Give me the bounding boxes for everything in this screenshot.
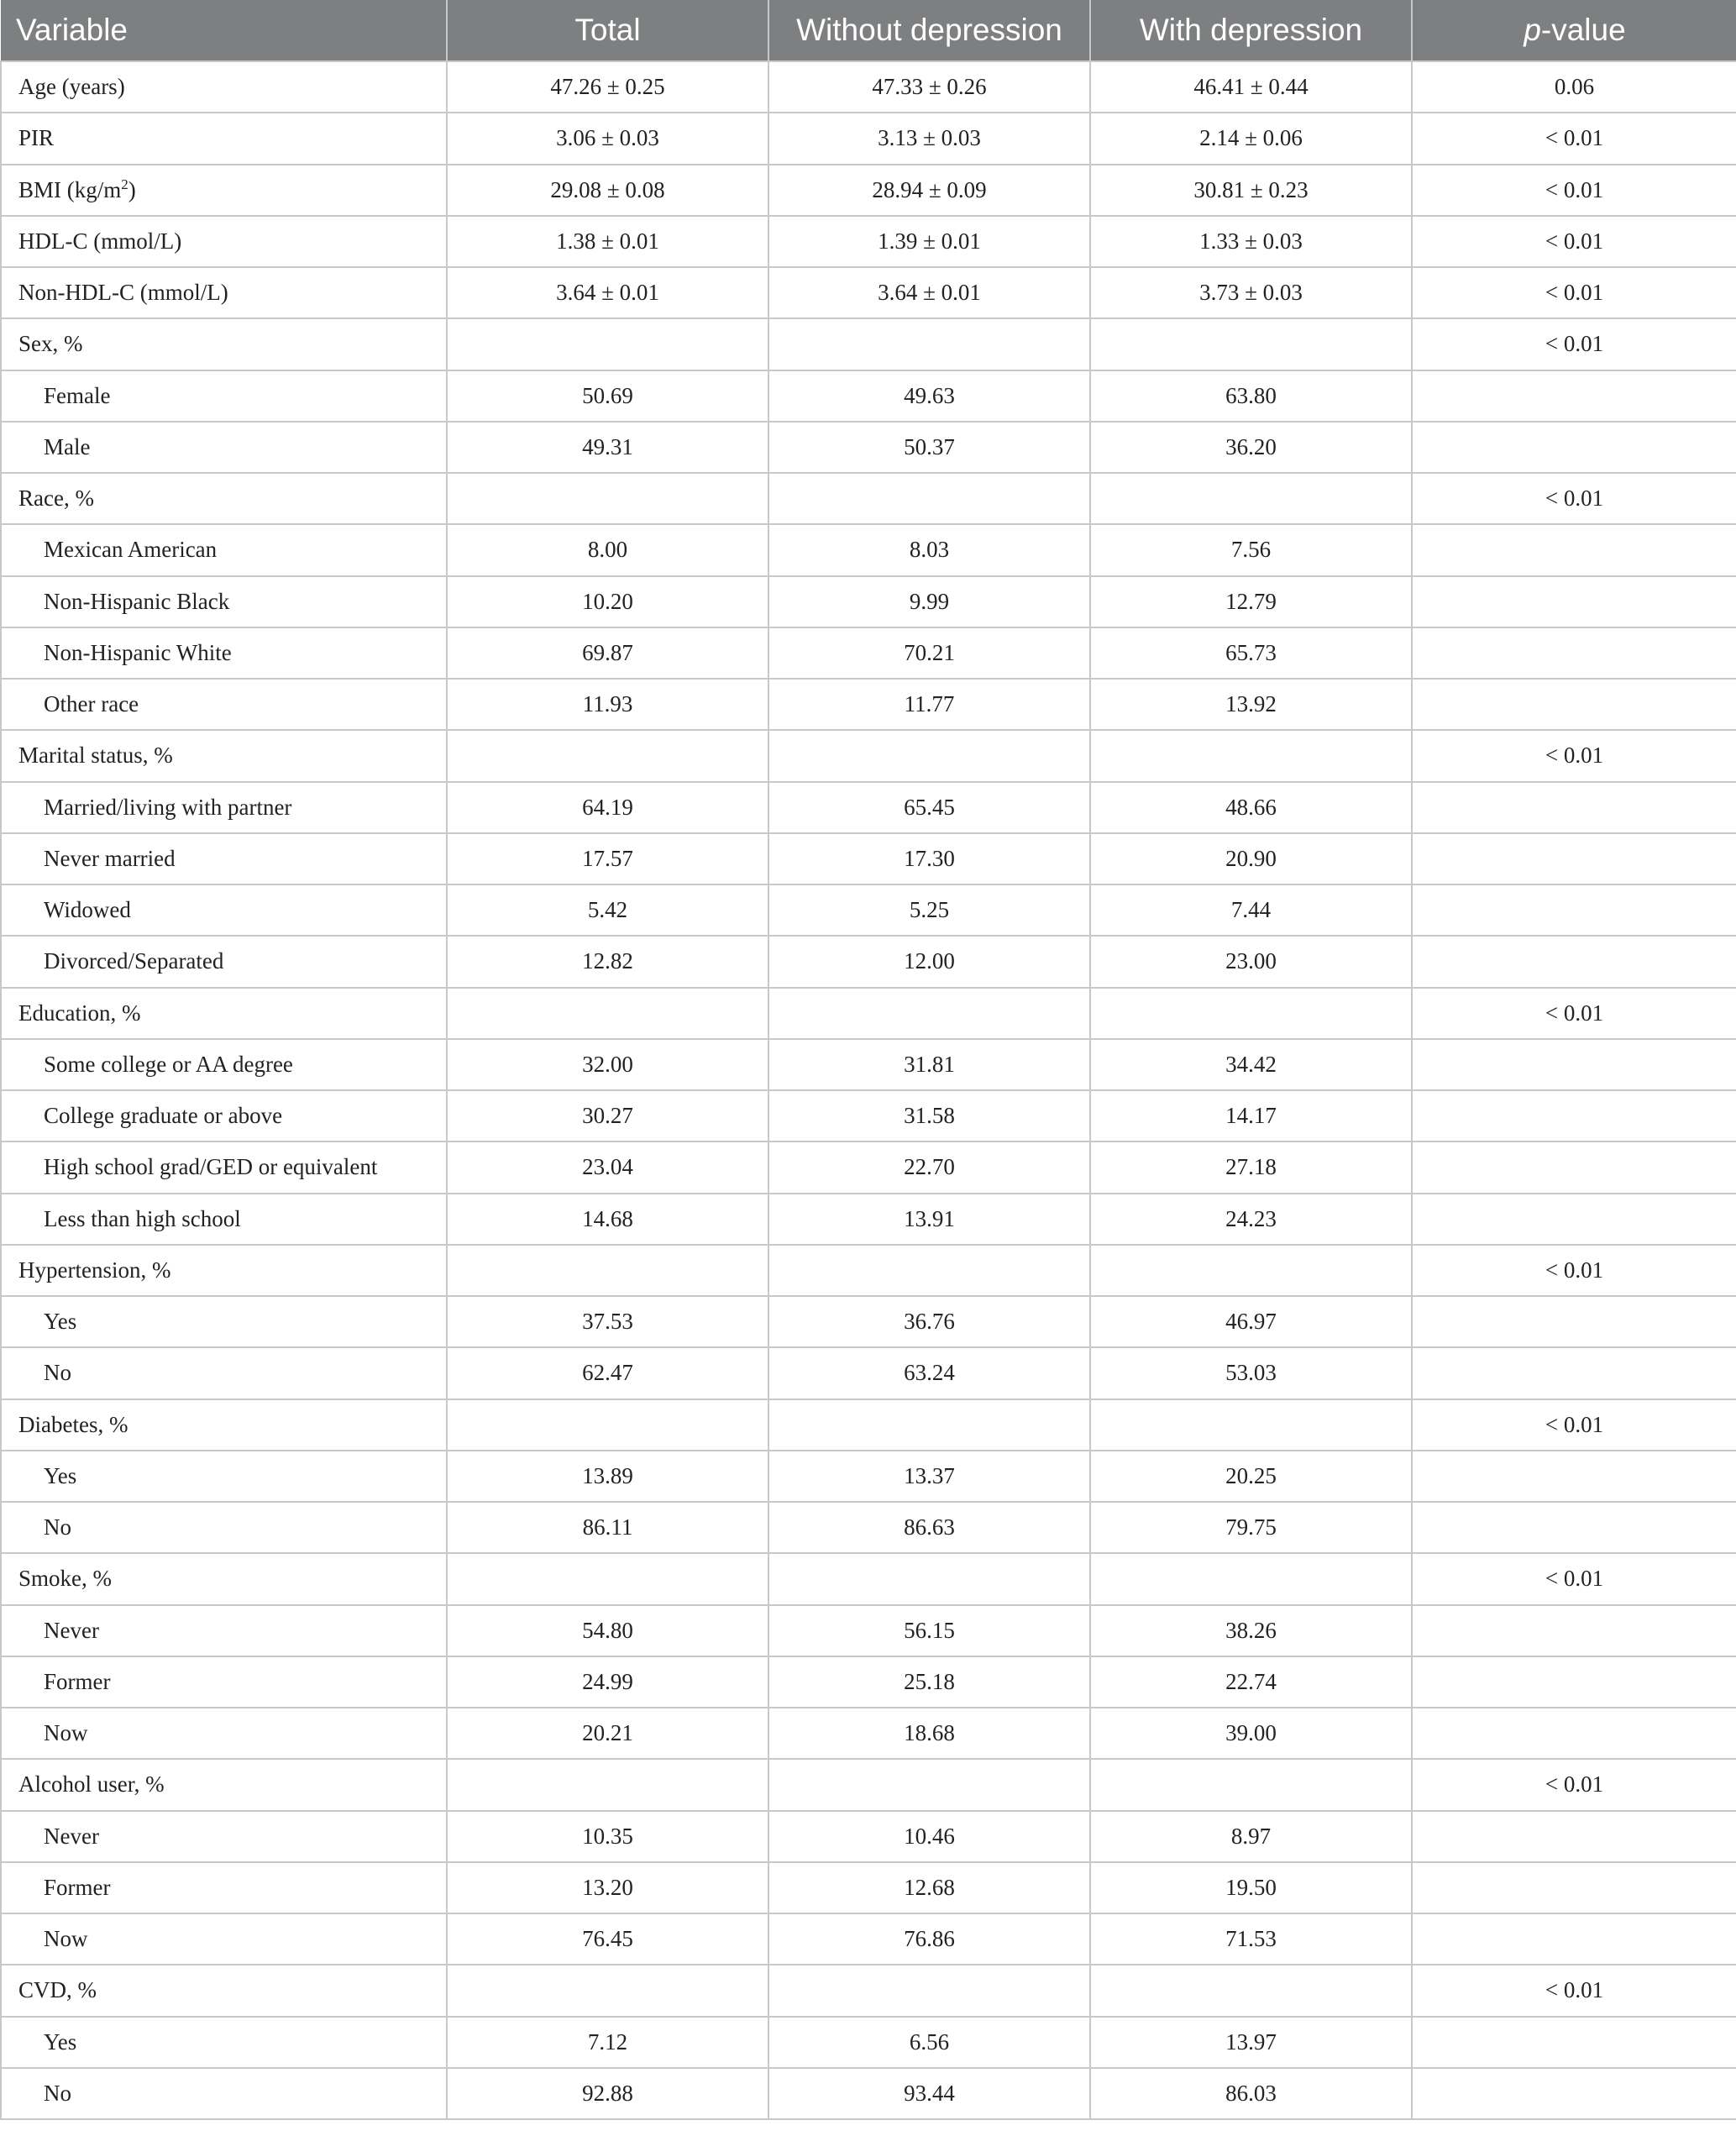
table-row: [1, 1811, 1736, 1862]
variable-cell: [1, 2068, 447, 2119]
variable-label: Mexican American: [44, 537, 218, 563]
variable-label: Never: [44, 1823, 99, 1849]
without-depression-cell: 9.99: [768, 576, 1090, 627]
p-value-cell: [1412, 1502, 1736, 1553]
without-depression-cell: 63.24: [768, 1347, 1090, 1399]
without-depression-cell: [768, 988, 1090, 1039]
total-cell: 10.20: [447, 576, 768, 627]
with-depression-cell: 12.79: [1090, 576, 1412, 627]
table-row: [1, 113, 1736, 164]
with-depression-cell: 13.97: [1090, 2017, 1412, 2068]
variable-label: Smoke, %: [18, 1566, 112, 1592]
variable-cell: [1, 1296, 447, 1347]
with-depression-cell: 20.90: [1090, 833, 1412, 884]
total-cell: [447, 1965, 768, 2016]
without-depression-cell: 31.58: [768, 1090, 1090, 1141]
variable-cell: [1, 267, 447, 318]
variable-cell: [1, 1759, 447, 1810]
p-value-cell: [1412, 370, 1736, 422]
table-row: [1, 1296, 1736, 1347]
without-depression-cell: 47.33 ± 0.26: [768, 61, 1090, 113]
variable-cell: [1, 1245, 447, 1296]
table-row: [1, 679, 1736, 730]
variable-label: PIR: [18, 125, 55, 151]
p-value-cell: [1412, 1296, 1736, 1347]
variable-cell: [1, 988, 447, 1039]
variable-cell: [1, 422, 447, 473]
variable-cell: [1, 1913, 447, 1965]
variable-cell: [1, 782, 447, 833]
table-row: [1, 2068, 1736, 2119]
variable-label: Yes: [44, 1309, 77, 1335]
with-depression-cell: 7.44: [1090, 884, 1412, 936]
without-depression-cell: 56.15: [768, 1605, 1090, 1656]
variable-label: Divorced/Separated: [44, 948, 224, 974]
without-depression-cell: 76.86: [768, 1913, 1090, 1965]
with-depression-cell: 20.25: [1090, 1451, 1412, 1502]
without-depression-cell: 5.25: [768, 884, 1090, 936]
table-row: [1, 61, 1736, 113]
table-row: [1, 267, 1736, 318]
without-depression-cell: 93.44: [768, 2068, 1090, 2119]
with-depression-cell: 8.97: [1090, 1811, 1412, 1862]
table-row: [1, 1605, 1736, 1656]
without-depression-cell: [768, 730, 1090, 781]
variable-label: Non-Hispanic White: [44, 639, 232, 665]
p-value-cell: [1412, 1194, 1736, 1245]
total-cell: 54.80: [447, 1605, 768, 1656]
table-row: [1, 627, 1736, 679]
with-depression-cell: [1090, 988, 1412, 1039]
with-depression-cell: 14.17: [1090, 1090, 1412, 1141]
table-row: [1, 1862, 1736, 1913]
p-value-cell: [1412, 833, 1736, 884]
total-cell: 49.31: [447, 422, 768, 473]
variable-label: Former: [44, 1874, 111, 1900]
header-with-depression: With depression: [1090, 0, 1412, 61]
total-cell: 1.38 ± 0.01: [447, 216, 768, 267]
without-depression-cell: 18.68: [768, 1708, 1090, 1759]
variable-label: Non-Hispanic Black: [44, 588, 230, 614]
p-value-cell: < 0.01: [1412, 730, 1736, 781]
variable-label: Former: [44, 1668, 111, 1694]
without-depression-cell: [768, 1965, 1090, 2016]
variable-label-end: ): [128, 176, 136, 202]
with-depression-cell: 46.41 ± 0.44: [1090, 61, 1412, 113]
variable-label: No: [44, 1514, 71, 1540]
variable-cell: [1, 936, 447, 987]
variable-label: Never: [44, 1617, 99, 1643]
without-depression-cell: [768, 318, 1090, 370]
p-value-cell: [1412, 2068, 1736, 2119]
with-depression-cell: 2.14 ± 0.06: [1090, 113, 1412, 164]
variable-label: Non-HDL-C (mmol/L): [18, 280, 228, 306]
total-cell: 47.26 ± 0.25: [447, 61, 768, 113]
p-value-cell: < 0.01: [1412, 1399, 1736, 1451]
variable-label: Female: [44, 382, 111, 408]
table-row: [1, 1502, 1736, 1553]
p-value-cell: [1412, 1451, 1736, 1502]
p-value-cell: < 0.01: [1412, 1245, 1736, 1296]
without-depression-cell: 31.81: [768, 1039, 1090, 1090]
table-row: [1, 318, 1736, 370]
variable-label: Never married: [44, 845, 176, 871]
p-value-cell: [1412, 936, 1736, 987]
p-value-cell: [1412, 1862, 1736, 1913]
total-cell: 10.35: [447, 1811, 768, 1862]
p-value-cell: [1412, 2017, 1736, 2068]
variable-label: Some college or AA degree: [44, 1051, 293, 1077]
variable-label: Education, %: [18, 1000, 141, 1026]
variable-cell: [1, 627, 447, 679]
variable-cell: [1, 318, 447, 370]
total-cell: 86.11: [447, 1502, 768, 1553]
without-depression-cell: 12.00: [768, 936, 1090, 987]
variable-cell: [1, 370, 447, 422]
variable-label: Now: [44, 1720, 88, 1746]
without-depression-cell: [768, 473, 1090, 524]
with-depression-cell: 22.74: [1090, 1656, 1412, 1708]
without-depression-cell: 11.77: [768, 679, 1090, 730]
table-row: [1, 1039, 1736, 1090]
with-depression-cell: 86.03: [1090, 2068, 1412, 2119]
total-cell: 37.53: [447, 1296, 768, 1347]
table-row: [1, 1245, 1736, 1296]
table-row: [1, 1656, 1736, 1708]
variable-label: Race, %: [18, 485, 94, 512]
total-cell: [447, 318, 768, 370]
p-value-cell: [1412, 1811, 1736, 1862]
total-cell: 23.04: [447, 1141, 768, 1193]
without-depression-cell: 22.70: [768, 1141, 1090, 1193]
p-value-cell: < 0.01: [1412, 1965, 1736, 2016]
without-depression-cell: 65.45: [768, 782, 1090, 833]
variable-cell: [1, 524, 447, 575]
without-depression-cell: [768, 1245, 1090, 1296]
with-depression-cell: [1090, 1399, 1412, 1451]
p-value-cell: [1412, 627, 1736, 679]
variable-label: Yes: [44, 1462, 77, 1488]
with-depression-cell: [1090, 1553, 1412, 1604]
variable-label: High school grad/GED or equivalent: [44, 1154, 378, 1180]
p-value-cell: [1412, 884, 1736, 936]
total-cell: 62.47: [447, 1347, 768, 1399]
with-depression-cell: [1090, 1759, 1412, 1810]
variable-label-superscript: 2: [121, 176, 128, 192]
header-p-value: [1412, 0, 1736, 61]
variable-cell: [1, 1451, 447, 1502]
total-cell: 32.00: [447, 1039, 768, 1090]
table-row: [1, 1090, 1736, 1141]
variable-cell: [1, 1347, 447, 1399]
with-depression-cell: 13.92: [1090, 679, 1412, 730]
table-row: [1, 524, 1736, 575]
with-depression-cell: 71.53: [1090, 1913, 1412, 1965]
variable-cell: [1, 2017, 447, 2068]
p-value-cell: < 0.01: [1412, 473, 1736, 524]
table-header: [1, 0, 1736, 61]
variable-label: CVD, %: [18, 1977, 97, 2003]
header-p-italic: p: [1524, 13, 1541, 47]
table-row: [1, 422, 1736, 473]
table-row: [1, 782, 1736, 833]
table-body: [1, 61, 1736, 2119]
table-row: [1, 1759, 1736, 1810]
p-value-cell: < 0.01: [1412, 267, 1736, 318]
with-depression-cell: 7.56: [1090, 524, 1412, 575]
variable-cell: [1, 165, 447, 216]
table-row: [1, 165, 1736, 216]
with-depression-cell: 3.73 ± 0.03: [1090, 267, 1412, 318]
total-cell: 5.42: [447, 884, 768, 936]
total-cell: 24.99: [447, 1656, 768, 1708]
header-row: [1, 0, 1736, 61]
variable-cell: [1, 1553, 447, 1604]
with-depression-cell: [1090, 1245, 1412, 1296]
table-row: [1, 1913, 1736, 1965]
variable-label: Male: [44, 433, 91, 459]
without-depression-cell: [768, 1553, 1090, 1604]
p-value-cell: < 0.01: [1412, 988, 1736, 1039]
p-value-cell: [1412, 524, 1736, 575]
variable-cell: [1, 113, 447, 164]
header-variable: Variable: [1, 0, 447, 61]
p-value-cell: < 0.01: [1412, 113, 1736, 164]
variable-label: College graduate or above: [44, 1103, 283, 1129]
variable-label: Hypertension, %: [18, 1257, 171, 1283]
with-depression-cell: 30.81 ± 0.23: [1090, 165, 1412, 216]
total-cell: 3.64 ± 0.01: [447, 267, 768, 318]
table-row: [1, 1347, 1736, 1399]
total-cell: 11.93: [447, 679, 768, 730]
without-depression-cell: 25.18: [768, 1656, 1090, 1708]
variable-label: No: [44, 1360, 71, 1386]
variable-cell: [1, 1965, 447, 2016]
total-cell: 3.06 ± 0.03: [447, 113, 768, 164]
variable-label: Marital status, %: [18, 743, 173, 769]
variable-label: No: [44, 2080, 71, 2106]
variable-cell: [1, 473, 447, 524]
header-without-depression: Without depression: [768, 0, 1090, 61]
without-depression-cell: 13.37: [768, 1451, 1090, 1502]
table-row: [1, 1553, 1736, 1604]
variable-label: Other race: [44, 691, 139, 717]
without-depression-cell: 8.03: [768, 524, 1090, 575]
variable-cell: [1, 576, 447, 627]
without-depression-cell: 3.64 ± 0.01: [768, 267, 1090, 318]
variable-cell: [1, 1399, 447, 1451]
total-cell: 8.00: [447, 524, 768, 575]
p-value-cell: [1412, 1347, 1736, 1399]
total-cell: 69.87: [447, 627, 768, 679]
table-row: [1, 730, 1736, 781]
header-p-suffix: -value: [1540, 13, 1626, 47]
without-depression-cell: 1.39 ± 0.01: [768, 216, 1090, 267]
with-depression-cell: 27.18: [1090, 1141, 1412, 1193]
table-row: [1, 1451, 1736, 1502]
without-depression-cell: 28.94 ± 0.09: [768, 165, 1090, 216]
with-depression-cell: 39.00: [1090, 1708, 1412, 1759]
p-value-cell: [1412, 1913, 1736, 1965]
with-depression-cell: 1.33 ± 0.03: [1090, 216, 1412, 267]
without-depression-cell: 13.91: [768, 1194, 1090, 1245]
variable-label: Married/living with partner: [44, 794, 292, 820]
total-cell: [447, 473, 768, 524]
with-depression-cell: 65.73: [1090, 627, 1412, 679]
variable-label: Now: [44, 1926, 88, 1952]
table-row: [1, 576, 1736, 627]
total-cell: 13.20: [447, 1862, 768, 1913]
total-cell: 29.08 ± 0.08: [447, 165, 768, 216]
with-depression-cell: 34.42: [1090, 1039, 1412, 1090]
total-cell: 13.89: [447, 1451, 768, 1502]
total-cell: 30.27: [447, 1090, 768, 1141]
total-cell: 17.57: [447, 833, 768, 884]
with-depression-cell: 23.00: [1090, 936, 1412, 987]
variable-label: BMI (kg/m: [18, 176, 122, 202]
with-depression-cell: 38.26: [1090, 1605, 1412, 1656]
without-depression-cell: 6.56: [768, 2017, 1090, 2068]
total-cell: 12.82: [447, 936, 768, 987]
without-depression-cell: [768, 1759, 1090, 1810]
variable-label: Diabetes, %: [18, 1411, 128, 1437]
table-row: [1, 1141, 1736, 1193]
variable-label: Sex, %: [18, 331, 83, 357]
variable-label: Age (years): [18, 74, 125, 100]
with-depression-cell: 79.75: [1090, 1502, 1412, 1553]
without-depression-cell: 17.30: [768, 833, 1090, 884]
table-row: [1, 1194, 1736, 1245]
total-cell: 20.21: [447, 1708, 768, 1759]
table-row: [1, 1708, 1736, 1759]
table-row: [1, 833, 1736, 884]
p-value-cell: [1412, 1141, 1736, 1193]
total-cell: [447, 1245, 768, 1296]
table-row: [1, 884, 1736, 936]
variable-cell: [1, 1194, 447, 1245]
p-value-cell: [1412, 1605, 1736, 1656]
table-row: [1, 1399, 1736, 1451]
variable-cell: [1, 1708, 447, 1759]
variable-label: Alcohol user, %: [18, 1771, 165, 1797]
variable-cell: [1, 1862, 447, 1913]
p-value-cell: [1412, 576, 1736, 627]
with-depression-cell: [1090, 318, 1412, 370]
total-cell: 76.45: [447, 1913, 768, 1965]
total-cell: 14.68: [447, 1194, 768, 1245]
without-depression-cell: 49.63: [768, 370, 1090, 422]
variable-cell: [1, 884, 447, 936]
without-depression-cell: 3.13 ± 0.03: [768, 113, 1090, 164]
variable-label: Widowed: [44, 897, 131, 923]
with-depression-cell: 48.66: [1090, 782, 1412, 833]
variable-cell: [1, 679, 447, 730]
variable-cell: [1, 1656, 447, 1708]
p-value-cell: < 0.01: [1412, 165, 1736, 216]
p-value-cell: < 0.01: [1412, 216, 1736, 267]
p-value-cell: < 0.01: [1412, 318, 1736, 370]
table-row: [1, 988, 1736, 1039]
with-depression-cell: 46.97: [1090, 1296, 1412, 1347]
with-depression-cell: 19.50: [1090, 1862, 1412, 1913]
table-row: [1, 473, 1736, 524]
p-value-cell: [1412, 422, 1736, 473]
variable-cell: [1, 1141, 447, 1193]
without-depression-cell: 10.46: [768, 1811, 1090, 1862]
p-value-cell: [1412, 782, 1736, 833]
without-depression-cell: 70.21: [768, 627, 1090, 679]
with-depression-cell: [1090, 473, 1412, 524]
without-depression-cell: [768, 1399, 1090, 1451]
p-value-cell: [1412, 1039, 1736, 1090]
total-cell: 64.19: [447, 782, 768, 833]
variable-cell: [1, 1605, 447, 1656]
p-value-cell: < 0.01: [1412, 1759, 1736, 1810]
total-cell: [447, 1399, 768, 1451]
table-row: [1, 936, 1736, 987]
variable-cell: [1, 1090, 447, 1141]
total-cell: [447, 730, 768, 781]
variable-cell: [1, 833, 447, 884]
with-depression-cell: [1090, 730, 1412, 781]
table-row: [1, 1965, 1736, 2016]
p-value-cell: 0.06: [1412, 61, 1736, 113]
variable-cell: [1, 1502, 447, 1553]
variable-cell: [1, 1811, 447, 1862]
total-cell: 92.88: [447, 2068, 768, 2119]
with-depression-cell: [1090, 1965, 1412, 2016]
variable-cell: [1, 1039, 447, 1090]
variable-cell: [1, 216, 447, 267]
without-depression-cell: 36.76: [768, 1296, 1090, 1347]
total-cell: 7.12: [447, 2017, 768, 2068]
variable-cell: [1, 61, 447, 113]
header-total: Total: [447, 0, 768, 61]
variable-label: Yes: [44, 2028, 77, 2055]
p-value-cell: [1412, 1656, 1736, 1708]
with-depression-cell: 24.23: [1090, 1194, 1412, 1245]
without-depression-cell: 50.37: [768, 422, 1090, 473]
with-depression-cell: 53.03: [1090, 1347, 1412, 1399]
p-value-cell: [1412, 679, 1736, 730]
p-value-cell: [1412, 1090, 1736, 1141]
without-depression-cell: 86.63: [768, 1502, 1090, 1553]
table-row: [1, 216, 1736, 267]
total-cell: [447, 1759, 768, 1810]
total-cell: [447, 1553, 768, 1604]
with-depression-cell: 36.20: [1090, 422, 1412, 473]
variable-cell: [1, 730, 447, 781]
table-row: [1, 370, 1736, 422]
with-depression-cell: 63.80: [1090, 370, 1412, 422]
table-row: [1, 2017, 1736, 2068]
variable-label: Less than high school: [44, 1205, 241, 1231]
total-cell: [447, 988, 768, 1039]
p-value-cell: [1412, 1708, 1736, 1759]
without-depression-cell: 12.68: [768, 1862, 1090, 1913]
p-value-cell: < 0.01: [1412, 1553, 1736, 1604]
total-cell: 50.69: [447, 370, 768, 422]
variable-label: HDL-C (mmol/L): [18, 228, 182, 254]
